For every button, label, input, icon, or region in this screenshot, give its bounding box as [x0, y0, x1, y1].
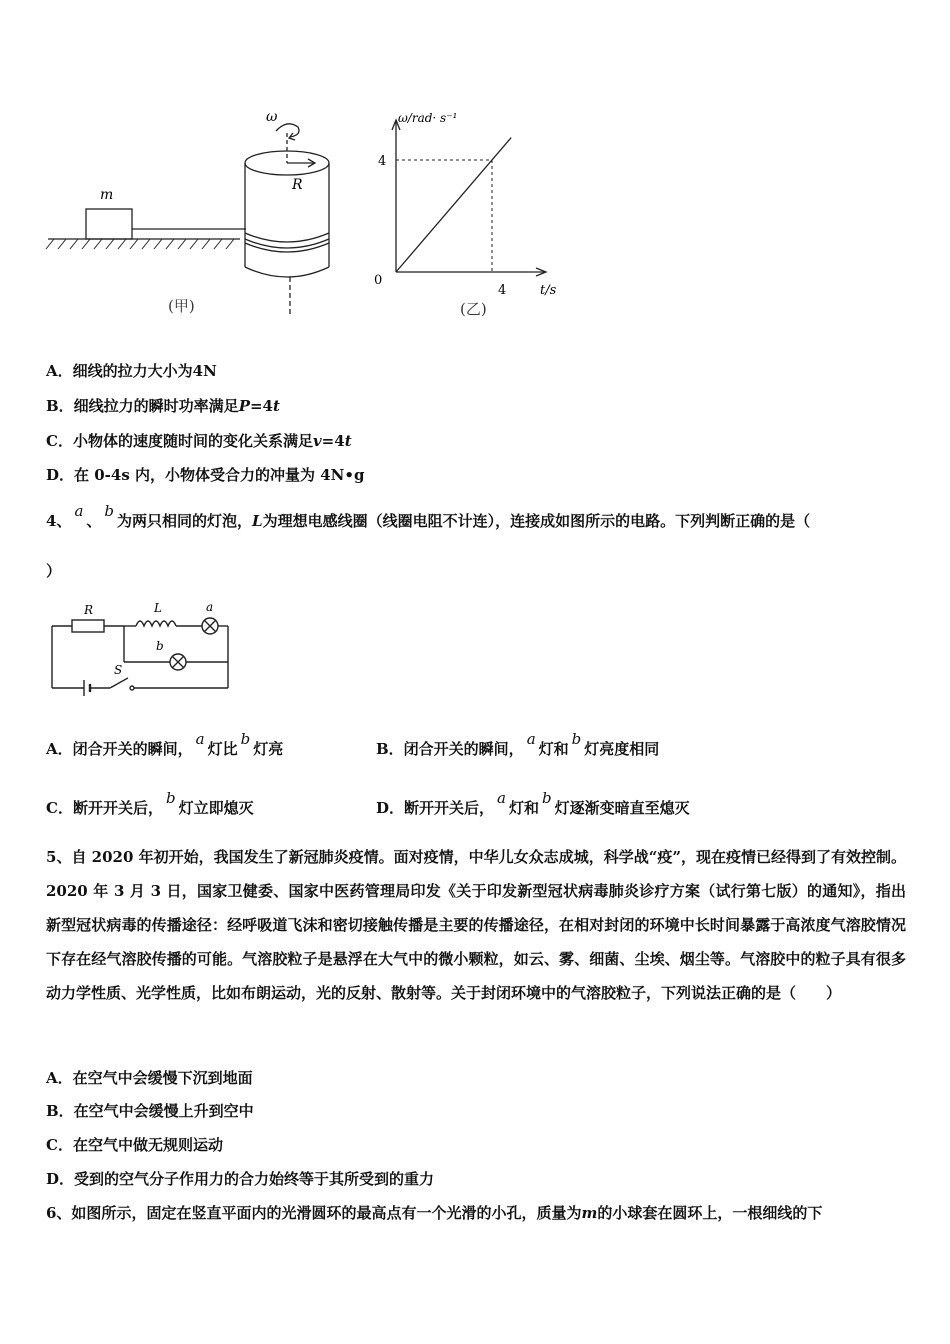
q4-var-L: L: [252, 512, 263, 530]
q4-option-d[interactable]: [376, 789, 690, 818]
q4-stem: [46, 502, 811, 531]
q3-option-c-var2: t: [344, 432, 352, 450]
circuit-label-L: L: [154, 601, 162, 615]
q4-option-b[interactable]: [376, 730, 660, 759]
radius-label: R: [292, 177, 303, 193]
q3-option-c-rest: =4: [321, 432, 345, 450]
q6-stem-1: 6、如图所示，固定在竖直平面内的光滑圆环的最高点有一个光滑的小孔，质量为: [46, 1204, 582, 1222]
ground-hatch: [46, 239, 234, 249]
q4-opt-d-p2: 灯和: [508, 799, 539, 817]
q5-option-a[interactable]: A．在空气中会缓慢下沉到地面: [46, 1069, 253, 1087]
q4-opt-c-b: b: [165, 789, 176, 807]
y-tick-label: 4: [378, 154, 387, 169]
inductor-L: [136, 621, 176, 626]
q3-option-d[interactable]: [46, 464, 364, 485]
q5-option-b[interactable]: B．在空气中会缓慢上升到空中: [46, 1102, 254, 1120]
origin-label: 0: [374, 273, 383, 288]
q6-var-m: m: [581, 1204, 598, 1222]
q4-opt-b-p1: B．闭合开关的瞬间，: [376, 740, 524, 758]
q3-option-d-text: D．在 0-4s 内，小物体受合力的冲量为 4N•g: [46, 466, 365, 484]
x-axis-label: t/s: [540, 283, 557, 298]
q3-option-a-value: 4N: [192, 362, 217, 380]
resistor-R: [72, 620, 104, 632]
q3-option-b-text: B．细线拉力的瞬时功率满足: [46, 397, 239, 415]
q4-opt-a-p1: A．闭合开关的瞬间，: [46, 740, 193, 758]
omega-t-line: [396, 138, 511, 272]
q3-option-b[interactable]: [46, 395, 280, 416]
q4-var-b: b: [104, 502, 115, 520]
q3-option-c[interactable]: [46, 430, 352, 451]
caption-yi: (乙): [460, 300, 487, 318]
q4-opt-b-a: a: [526, 730, 536, 748]
q5-option-d[interactable]: D．受到的空气分子作用力的合力始终等于其所受到的重力: [46, 1170, 435, 1188]
q4-option-c[interactable]: [46, 789, 254, 818]
q4-opt-d-a: a: [497, 789, 506, 807]
q3-option-b-var2: t: [272, 397, 280, 415]
q4-number: 4、: [46, 512, 72, 530]
switch-S: [110, 678, 128, 688]
q4-option-a[interactable]: [46, 730, 284, 759]
q4-opt-c-p2: 灯立即熄灭: [178, 799, 254, 817]
circuit-label-b: b: [156, 639, 164, 653]
q4-opt-b-b: b: [571, 730, 582, 748]
omega-label: ω: [266, 109, 278, 125]
q4-opt-a-b: b: [240, 730, 251, 748]
caption-jia: (甲): [168, 297, 195, 315]
q5-stem: 5、自 2020 年初开始，我国发生了新冠肺炎疫情。面对疫情，中华儿女众志成城，科学战“疫”，现在疫情已经得到了有效控制。2020 年 3 月 3 日，国家卫健委、国家中医药管理局印发《关于印发新型冠状病毒肺炎诊疗方案（试行第七版）的通知》，指出新型冠状病毒的传播途径：经呼吸道飞沫和密切接触传播是主要的传播途径，在相对封闭的环境中长时间暴露于高浓度气溶胶情况下存在经气溶胶传播的可能。气溶胶粒子是悬浮在大气中的微小颗粒，如云、雾、细菌、尘埃、烟尘等。气溶胶中的粒子具有很多动力学性质、光学性质，比如布朗运动，光的反射、散射等。关于封闭环境中的气溶胶粒子，下列说法正确的是（ ）: [46, 848, 906, 1002]
figure-jia: [40, 105, 350, 325]
q3-option-b-var: P: [238, 397, 250, 415]
q4-stem-close: ）: [46, 562, 62, 580]
q4-opt-d-p3: 灯逐渐变暗直至熄灭: [554, 799, 690, 817]
circuit-label-R: R: [84, 603, 94, 617]
q3-option-c-var: v: [312, 432, 322, 450]
q4-var-a: a: [74, 502, 84, 520]
mass-label: m: [100, 187, 114, 203]
y-axis-label: ω/rad· s⁻¹: [398, 111, 458, 125]
x-tick-label: 4: [498, 283, 507, 298]
circuit-label-S: S: [114, 663, 123, 677]
q4-opt-a-p2: 灯比: [207, 740, 238, 758]
q4-opt-a-a: a: [195, 730, 205, 748]
block-m: [86, 209, 132, 239]
q6-stem-2: 的小球套在圆环上，一根细线的下: [597, 1204, 823, 1222]
q3-option-a[interactable]: [46, 360, 217, 381]
circuit-label-a: a: [206, 600, 214, 614]
q4-opt-a-p3: 灯亮: [253, 740, 284, 758]
q4-opt-d-p1: D．断开开关后，: [376, 799, 495, 817]
q3-option-b-rest: =4: [249, 397, 273, 415]
figure-yi-graph: [360, 108, 580, 328]
q4-opt-c-p1: C．断开开关后，: [46, 799, 163, 817]
q4-sep: 、: [86, 512, 102, 530]
q4-stem-2: 为理想电感线圈（线圈电阻不计连），连接成如图所示的电路。下列判断正确的是（: [262, 512, 811, 530]
q3-option-c-text: C．小物体的速度随时间的变化关系满足: [46, 432, 313, 450]
q4-opt-b-p2: 灯和: [538, 740, 569, 758]
q4-opt-b-p3: 灯亮度相同: [584, 740, 660, 758]
q4-opt-d-b: b: [541, 789, 552, 807]
circuit-diagram: [44, 596, 244, 706]
q3-option-a-text: A．细线的拉力大小为: [46, 362, 193, 380]
q5-option-c[interactable]: C．在空气中做无规则运动: [46, 1136, 223, 1154]
q6-stem: [46, 1202, 822, 1223]
q4-stem-1: 为两只相同的灯泡，: [117, 512, 253, 530]
